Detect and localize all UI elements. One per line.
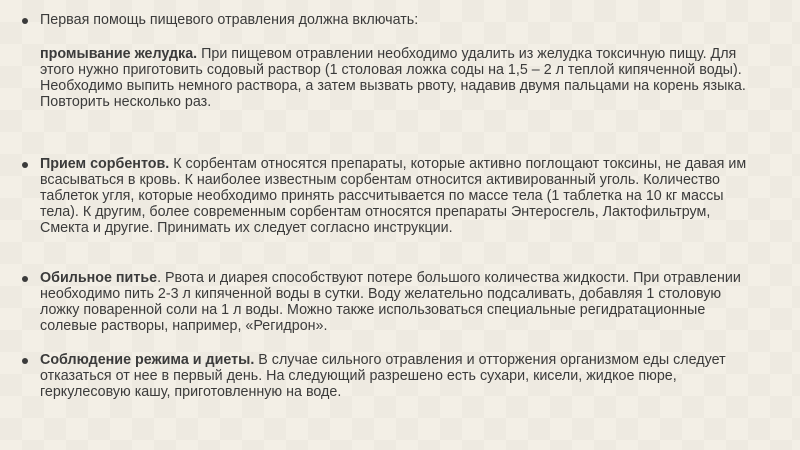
paragraph-text: К сорбентам относятся препараты, которые активно поглощают токсины, не давая им всасываться в кровь. К наиболее известным сорбентам относится активированный уголь. Количество таблеток угля, которые необходимо принять рассчитывается по массе тела (1 таблетка на 10 кг массы тела). К другим, более современным сорбентам относятся препараты Энтеросгель, Лактофильтрум, Смекта и другие. Принимать их следует согласно инструкции.	[40, 156, 747, 236]
paragraph-title: Соблюдение режима и диеты.	[40, 352, 255, 368]
paragraph-stomach-lavage	[40, 46, 752, 110]
paragraph-title: Обильное питье	[40, 270, 158, 286]
bullet-dot	[22, 276, 28, 282]
paragraph-sorbents	[22, 156, 752, 236]
intro-text: Первая помощь пищевого отравления должна включать:	[40, 12, 419, 28]
intro-bullet	[22, 12, 752, 28]
paragraph-text: . Рвота и диарея способствуют потере большого количества жидкости. При отравлении необходимо пить 2-3 л кипяченной воды в сутки. Воду желательно подсаливать, добавляя 1 столовую ложку поваренной соли на 1 л воды. Можно также использоваться специальные регидратационные солевые растворы, например, «Регидрон».	[40, 270, 741, 334]
paragraph-title: Прием сорбентов.	[40, 156, 170, 172]
paragraph-diet	[22, 352, 752, 400]
paragraph-drinking	[22, 270, 752, 334]
bullet-dot	[22, 358, 28, 364]
paragraph-text: При пищевом отравлении необходимо удалить из желудка токсичную пищу. Для этого нужно приготовить содовый раствор (1 столовая ложка соды на 1,5 – 2 л теплой кипяченной воды). Необходимо выпить немного раствора, а затем вызвать рвоту, надавив двумя пальцами на корень языка. Повторить несколько раз.	[40, 46, 746, 110]
slide-content	[22, 12, 752, 400]
bullet-dot	[22, 18, 28, 24]
paragraph-text: В случае сильного отравления и отторжения организмом еды следует отказаться от нее в первый день. На следующий разрешено есть сухари, кисели, жидкое пюре, геркулесовую кашу, приготовленную на воде.	[40, 352, 726, 400]
paragraph-title: промывание желудка.	[40, 46, 198, 62]
bullet-dot	[22, 162, 28, 168]
